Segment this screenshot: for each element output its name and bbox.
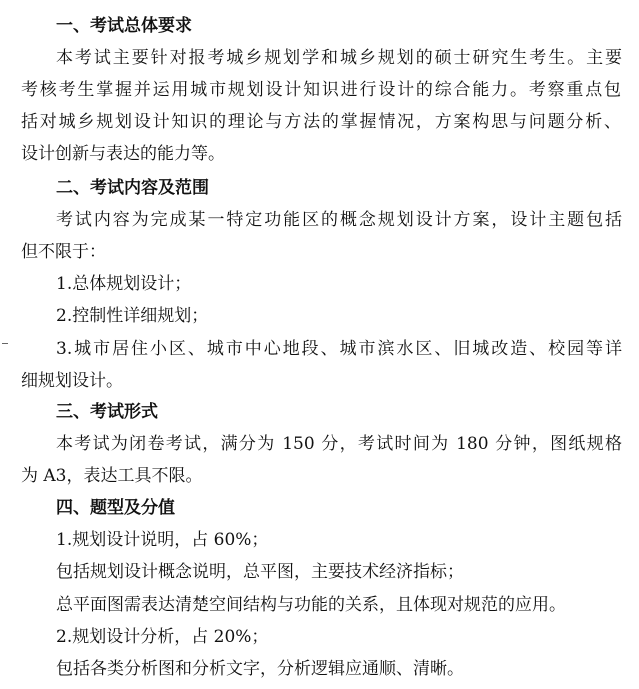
paragraph-line: 本考试为闭卷考试，满分为 150 分，考试时间为 180 分钟，图纸规格 xyxy=(56,434,622,454)
margin-mark xyxy=(2,343,8,344)
paragraph-line: 包括规划设计概念说明，总平图，主要技术经济指标； xyxy=(56,562,464,582)
section-heading-3: 三、考试形式 xyxy=(56,402,158,422)
list-item: 1.总体规划设计； xyxy=(56,274,192,294)
paragraph-line: 但不限于： xyxy=(21,242,106,262)
list-item: 3.城市居住小区、城市中心地段、城市滨水区、旧城改造、校园等详 xyxy=(56,339,622,359)
list-item: 1.规划设计说明，占 60%； xyxy=(56,530,269,550)
paragraph-line: 考核考生掌握并运用城市规划设计知识进行设计的综合能力。考察重点包 xyxy=(21,80,621,100)
paragraph-line: 总平面图需表达清楚空间结构与功能的关系，且体现对规范的应用。 xyxy=(56,595,566,615)
paragraph-line: 括对城乡规划设计知识的理论与方法的掌握情况，方案构思与问题分析、 xyxy=(21,112,621,132)
paragraph-line: 设计创新与表达的能力等。 xyxy=(21,144,225,164)
paragraph-line: 考试内容为完成某一特定功能区的概念规划设计方案，设计主题包括 xyxy=(56,210,622,230)
paragraph-line: 细规划设计。 xyxy=(21,371,123,391)
section-heading-1: 一、考试总体要求 xyxy=(56,16,192,36)
list-item: 2.控制性详细规划； xyxy=(56,306,209,326)
section-heading-2: 二、考试内容及范围 xyxy=(56,178,209,198)
paragraph-line: 为 A3，表达工具不限。 xyxy=(21,466,203,486)
paragraph-line: 包括各类分析图和分析文字，分析逻辑应通顺、清晰。 xyxy=(56,659,464,679)
section-heading-4: 四、题型及分值 xyxy=(56,498,175,518)
list-item: 2.规划设计分析，占 20%； xyxy=(56,627,269,647)
paragraph-line: 本考试主要针对报考城乡规划学和城乡规划的硕士研究生考生。主要 xyxy=(56,48,622,68)
